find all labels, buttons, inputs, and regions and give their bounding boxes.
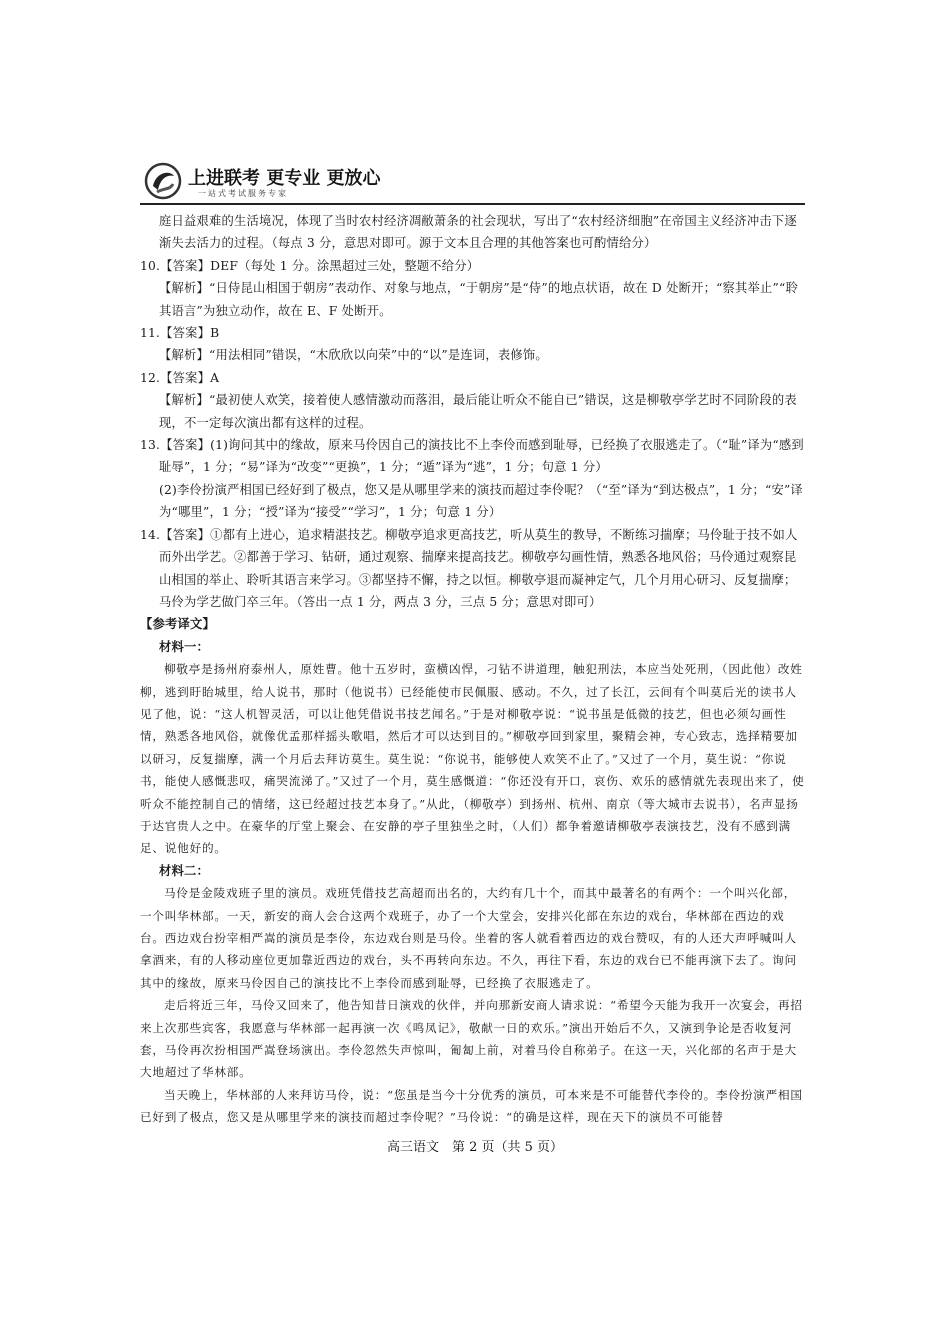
q14-answer: 14.【答案】①都有上进心，追求精湛技艺。柳敬亭追求更高技艺，听从莫生的教导，不断练习揣摩；马伶耻于技不如人而外出学艺。②都善于学习、钻研，通过观察、揣摩来提高技艺。柳敬亭勾画性情，熟悉各地风俗；马伶通过观察昆山相国的举止、聆听其语言来学习。③都坚持不懈，持之以恒。柳敬亭退而凝神定气，几个月用心研习、反复揣摩；马伶为学艺做门卒三年。（答出一点 1 分，两点 3 分，三点 5 分；意思对即可）: [140, 527, 798, 609]
q11-answer: 11.【答案】B: [140, 326, 220, 341]
q12-analysis: 【解析】“最初使人欢笑，接着使人感情激动而落泪，最后能让听众不能自已”错误，这是柳敬亭学艺时不同阶段的表现，不一定每次演出都有这样的过程。: [159, 393, 797, 430]
material-two-title: 材料二：: [159, 862, 209, 878]
page-header: [140, 160, 805, 206]
reference-translation-title: 【参考译文】: [140, 616, 215, 632]
answer-content: [140, 210, 805, 1129]
header-rule: [140, 203, 805, 205]
page-footer: 高三语文 第 2 页（共 5 页）: [386, 1140, 564, 1155]
material-two-paragraph-2: 走后将近三年，马伶又回来了，他告知昔日演戏的伙伴，并向那新安商人请求说：“希望今天能为我开一次宴会，再招来上次那些宾客，我愿意与华林部一起再演一次《鸣凤记》，敬献一日的欢乐。”演出开始后不久，又演到争论是否收复河套，马伶再次扮相国严嵩登场演出。李伶忽然失声惊叫，匍匐上前，对着马伶自称弟子。在这一天，兴化部的名声于是大大地超过了华林部。: [140, 998, 803, 1080]
q10-analysis: 【解析】“日侍昆山相国于朝房”表动作、对象与地点，“于朝房”是“侍”的地点状语，故在 D 处断开；“察其举止”“聆其语言”为独立动作，故在 E、F 处断开。: [159, 281, 799, 318]
material-two-paragraph-1: 马伶是金陵戏班子里的演员。戏班凭借技艺高超而出名的，大约有几十个，而其中最著名的有两个：一个叫兴化部，一个叫华林部。一天，新安的商人会合这两个戏班子，办了一个大堂会，安排兴化部在东边的戏台，华林部在西边的戏台。西边戏台扮宰相严嵩的演员是李伶，东边戏台则是马伶。坐着的客人就看着西边的戏台赞叹，有的人还大声呼喊叫人拿酒来，有的人移动座位更加靠近西边的戏台，头不再转向东边。不久，再往下看，东边的戏台已不能再演下去了。询问其中的缘故，原来马伶因自己的演技比不上李伶而感到耻辱，已经换了衣服逃走了。: [140, 886, 797, 990]
brand-tagline: 一站式考试服务专家: [198, 189, 288, 198]
brand-logo-icon: [144, 162, 182, 200]
q12-answer: 12.【答案】A: [140, 370, 220, 385]
q13-answer-part1: 13.【答案】(1)询问其中的缘故，原来马伶因自己的演技比不上李伶而感到耻辱，已经换了衣服逃走了。（“耻”译为“感到耻辱”，1 分；“易”译为“改变”“更换”，1 分；“遁”译为“逃”，1 分；句意 1 分）: [140, 438, 804, 475]
paragraph-continued: 庭日益艰难的生活境况，体现了当时农村经济凋敝萧条的社会现状，写出了“农村经济细胞”在帝国主义经济冲击下逐渐失去活力的过程。（每点 3 分，意思对即可。源于文本且合理的其他答案也可酌情给分）: [159, 214, 797, 251]
material-one-title: 材料一：: [159, 638, 209, 654]
q11-analysis: 【解析】“用法相同”错误，“木欣欣以向荣”中的“以”是连词，表修饰。: [159, 348, 548, 363]
material-two-paragraph-3: 当天晚上，华林部的人来拜访马伶，说：“您虽是当今十分优秀的演员，可本来是不可能替代李伶的。李伶扮演严相国已好到了极点，您又是从哪里学来的演技而超过李伶呢？”马伶说：“的确是这样，现在天下的演员不可能替: [140, 1087, 803, 1125]
q13-answer-part2: (2)李伶扮演严相国已经好到了极点，您又是从哪里学来的演技而超过李伶呢？（“至”译为“到达极点”，1 分；“安”译为“哪里”，1 分；“授”译为“接受”“学习”，1 分；句意 1 分）: [159, 482, 803, 520]
brand-name: 上进联考 更专业 更放心: [188, 168, 381, 189]
material-one-text: 柳敬亭是扬州府泰州人，原姓曹。他十五岁时，蛮横凶悍，刁钻不讲道理，触犯刑法，本应当处死刑，（因此他）改姓柳，逃到盱眙城里，给人说书，那时（他说书）已经能使市民佩服、感动。不久，过了长江，云间有个叫莫后光的读书人见了他，说：“这人机智灵活，可以让他凭借说书技艺闻名。”于是对柳敬亭说：“说书虽是低微的技艺，但也必须勾画性情，熟悉各地风俗，就像优孟那样摇头歌唱，然后才可以达到目的。”柳敬亭回到家里，聚精会神，专心致志，选择精要加以研习，反复揣摩，满一个月后去拜访莫生。莫生说：“你说书，能够使人欢笑不止了。”又过了一个月，莫生说：“你说书，能使人感慨悲叹，痛哭流涕了。”又过了一个月，莫生感慨道：“你还没有开口，哀伤、欢乐的感情就先表现出来了，使听众不能控制自己的情绪，这已经超过技艺本身了。”从此，（柳敬亭）到扬州、杭州、南京（等大城市去说书），名声显扬于达官贵人之中。在豪华的厅堂上聚会、在安静的亭子里独坐之时，（人们）都争着邀请柳敬亭表演技艺，没有不感到满足、说他好的。: [140, 662, 805, 856]
q10-answer: 10.【答案】DEF（每处 1 分。涂黑超过三处，整题不给分）: [140, 258, 480, 273]
